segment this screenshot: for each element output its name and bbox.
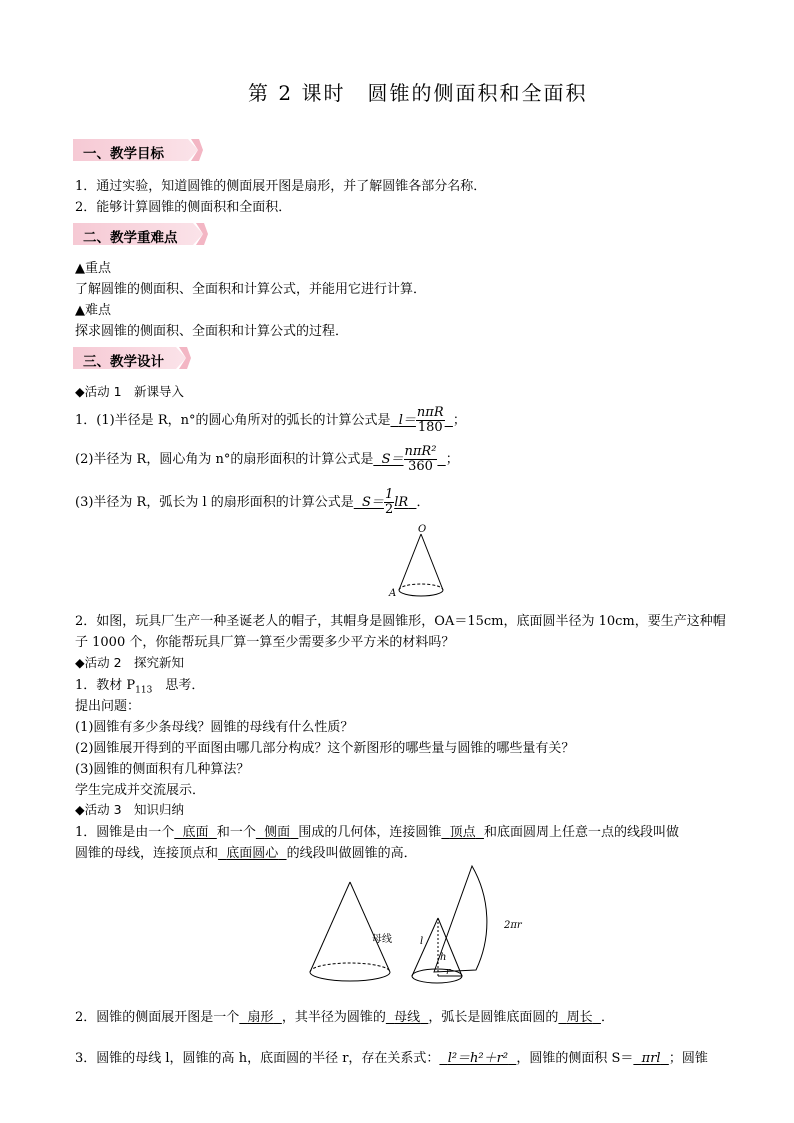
activity-2-line-1: 1．教材 $P_{113}$ 思考． — [75, 678, 205, 696]
cone-and-net-figure — [300, 860, 540, 992]
activity-1-problem-line-2: 子 1000 个，你能帮玩具厂算一算至少需要多少平方米的材料吗？ — [75, 635, 455, 650]
key-point-heading: ▲重点 — [75, 261, 111, 276]
arc-length-label: 2πr — [504, 920, 522, 931]
activity-1-question-1: 1．(1)半径是 R，n°的圆心角所对的弧长的计算公式是 l＝ $\frac{\text{nπR}}{180}$ ； — [75, 405, 466, 435]
activity-1-question-3: (3)半径为 R，弧长为 l 的扇形面积的计算公式是 S＝ $\frac{1}{2}$ lR ． — [75, 487, 430, 517]
goal-1: 1．通过实验，知道圆锥的侧面展开图是扇形，并了解圆锥各部分名称． — [75, 179, 487, 194]
activity-3-heading: ◆活动 3 知识归纳 — [75, 802, 185, 817]
activity-3-paragraph-1-line-2: 圆锥的母线，连接顶点和 底面圆心 的线段叫做圆锥的高． — [75, 846, 417, 861]
key-point-text: 了解圆锥的侧面积、全面积和计算公式，并能用它进行计算． — [75, 282, 427, 297]
height-label: h — [440, 952, 447, 963]
activity-3-paragraph-1-line-1: 1．圆锥是由一个 底面 和一个 侧面 围成的几何体，连接圆锥 顶点 和底面圆周上任意一点的线段叫做 — [75, 825, 679, 840]
difficulty-text: 探求圆锥的侧面积、全面积和计算公式的过程． — [75, 324, 349, 339]
activity-1-heading: ◆活动 1 新课导入 — [75, 384, 185, 399]
point-o-label: O — [418, 524, 427, 535]
difficulty-heading: ▲难点 — [75, 303, 111, 318]
activity-1-problem-line-1: 2．如图，玩具厂生产一种圣诞老人的帽子，其帽身是圆锥形，OA＝15cm，底面圆半径为 10cm，要生产这种帽 — [75, 614, 726, 629]
point-a-label: A — [389, 588, 397, 599]
goal-2: 2．能够计算圆锥的侧面积和全面积． — [75, 200, 292, 215]
hat-cone-figure — [385, 524, 455, 602]
activity-2-line-6: 学生完成并交流展示． — [75, 783, 206, 798]
slant-height-label: l — [420, 936, 424, 947]
section-header-keypoints: 二、教学重难点 — [73, 223, 208, 245]
section-header-design: 三、教学设计 — [73, 347, 191, 369]
activity-2-question-1: (1)圆锥有多少条母线？圆锥的母线有什么性质？ — [75, 720, 354, 735]
activity-1-question-2: (2)半径为 R，圆心角为 n°的扇形面积的计算公式是 S＝ $\frac{\text{nπR²}}{360}$ ； — [75, 444, 459, 474]
activity-2-heading: ◆活动 2 探究新知 — [75, 655, 185, 670]
section-header-goals: 一、教学目标 — [73, 139, 203, 161]
page-title: 第 2 课时 圆锥的侧面积和全面积 — [248, 81, 588, 105]
generatrix-label: 母线 — [372, 934, 392, 945]
activity-3-paragraph-3: 3．圆锥的母线 l，圆锥的高 h，底面圆的半径 r，存在关系式： l²＝h²＋r² ，圆锥的侧面积 S＝ πrl ；圆锥 — [75, 1051, 708, 1066]
activity-3-paragraph-2: 2．圆锥的侧面展开图是一个 扇形 ，其半径为圆锥的 母线 ，弧长是圆锥底面圆的 周长 ． — [75, 1010, 614, 1025]
activity-2-question-2: (2)圆锥展开得到的平面图由哪几部分构成？这个新图形的哪些量与圆锥的哪些量有关？ — [75, 741, 575, 756]
activity-2-line-2: 提出问题： — [75, 699, 141, 714]
activity-2-question-3: (3)圆锥的侧面积有几种算法？ — [75, 762, 250, 777]
radius-label: r — [446, 967, 451, 977]
